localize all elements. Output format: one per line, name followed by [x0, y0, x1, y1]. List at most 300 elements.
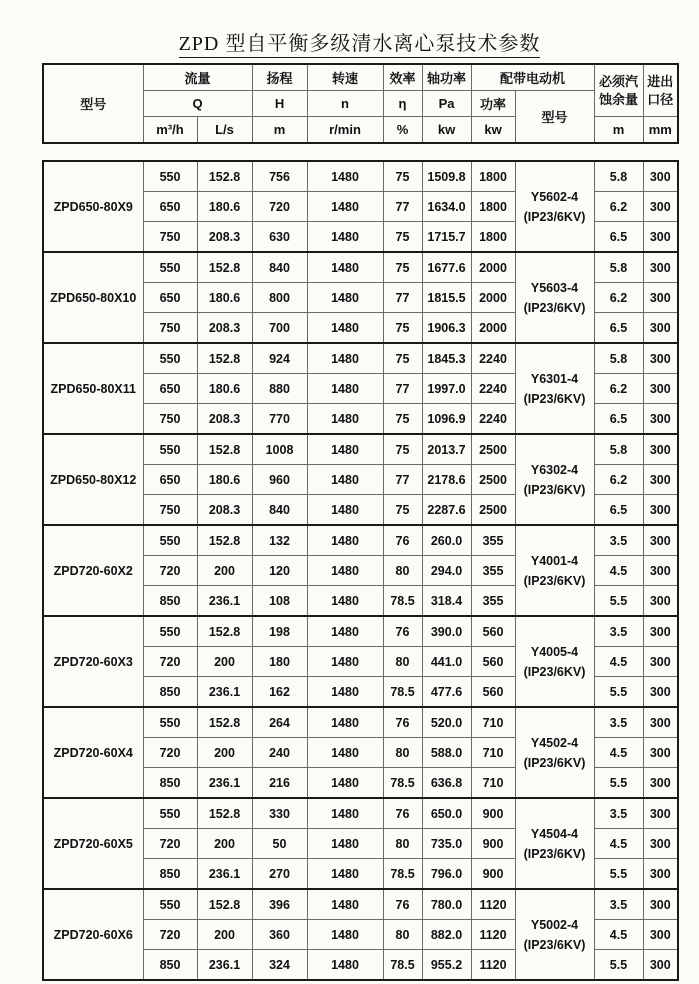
- cell-shaft-power: 260.0: [422, 525, 471, 556]
- cell-efficiency: 76: [383, 525, 422, 556]
- cell-flow-m3h: 850: [143, 950, 197, 981]
- cell-head: 880: [252, 374, 307, 404]
- cell-diameter: 300: [643, 374, 678, 404]
- cell-motor-power: 1800: [471, 192, 515, 222]
- cell-model: ZPD720-60X4: [43, 707, 143, 798]
- cell-shaft-power: 294.0: [422, 556, 471, 586]
- cell-diameter: 300: [643, 889, 678, 920]
- cell-efficiency: 75: [383, 252, 422, 283]
- model-group: [43, 434, 678, 525]
- cell-head: 330: [252, 798, 307, 829]
- cell-diameter: 300: [643, 192, 678, 222]
- cell-efficiency: 77: [383, 283, 422, 313]
- cell-efficiency: 80: [383, 738, 422, 768]
- table-row: [43, 343, 678, 374]
- table-row: [43, 798, 678, 829]
- cell-diameter: 300: [643, 252, 678, 283]
- cell-shaft-power: 1906.3: [422, 313, 471, 344]
- cell-npsh: 6.2: [594, 374, 643, 404]
- cell-flow-m3h: 650: [143, 374, 197, 404]
- motor-model-line: Y4005-4: [530, 644, 579, 659]
- cell-npsh: 5.5: [594, 950, 643, 981]
- motor-model-line: (IP23/6KV): [523, 937, 586, 952]
- cell-flow-m3h: 720: [143, 920, 197, 950]
- cell-head: 800: [252, 283, 307, 313]
- cell-diameter: 300: [643, 616, 678, 647]
- cell-flow-m3h: 750: [143, 495, 197, 526]
- cell-flow-ls: 208.3: [197, 495, 252, 526]
- cell-motor-model: [515, 343, 594, 434]
- cell-head: 1008: [252, 434, 307, 465]
- cell-npsh: 5.8: [594, 434, 643, 465]
- cell-flow-m3h: 750: [143, 222, 197, 253]
- cell-speed: 1480: [307, 161, 383, 192]
- cell-efficiency: 78.5: [383, 677, 422, 708]
- cell-motor-power: 1800: [471, 222, 515, 253]
- cell-npsh: 5.8: [594, 252, 643, 283]
- motor-model-line: Y5002-4: [530, 917, 579, 932]
- cell-efficiency: 77: [383, 465, 422, 495]
- cell-diameter: 300: [643, 738, 678, 768]
- cell-efficiency: 75: [383, 161, 422, 192]
- model-group: [43, 525, 678, 616]
- cell-motor-model: [515, 525, 594, 616]
- cell-diameter: 300: [643, 950, 678, 981]
- cell-npsh: 3.5: [594, 616, 643, 647]
- motor-model-line: (IP23/6KV): [523, 209, 586, 224]
- cell-model: ZPD650-80X12: [43, 434, 143, 525]
- cell-diameter: 300: [643, 161, 678, 192]
- cell-motor-power: 900: [471, 859, 515, 890]
- cell-npsh: 3.5: [594, 889, 643, 920]
- cell-head: 132: [252, 525, 307, 556]
- cell-npsh: 5.5: [594, 859, 643, 890]
- cell-diameter: 300: [643, 768, 678, 799]
- cell-flow-ls: 236.1: [197, 768, 252, 799]
- cell-motor-power: 1120: [471, 920, 515, 950]
- cell-npsh: 4.5: [594, 920, 643, 950]
- table-row: [43, 161, 678, 192]
- motor-model-line: Y6302-4: [530, 462, 579, 477]
- header-motor-power-unit: kw: [471, 117, 515, 144]
- cell-motor-power: 560: [471, 647, 515, 677]
- cell-flow-ls: 236.1: [197, 859, 252, 890]
- cell-speed: 1480: [307, 859, 383, 890]
- cell-flow-ls: 208.3: [197, 404, 252, 435]
- cell-flow-ls: 236.1: [197, 677, 252, 708]
- cell-flow-ls: 180.6: [197, 192, 252, 222]
- cell-motor-power: 2240: [471, 404, 515, 435]
- cell-shaft-power: 441.0: [422, 647, 471, 677]
- cell-motor-power: 900: [471, 829, 515, 859]
- cell-shaft-power: 520.0: [422, 707, 471, 738]
- motor-model-line: (IP23/6KV): [523, 391, 586, 406]
- cell-diameter: 300: [643, 859, 678, 890]
- cell-head: 50: [252, 829, 307, 859]
- motor-model-line: Y4502-4: [530, 735, 579, 750]
- cell-flow-ls: 152.8: [197, 798, 252, 829]
- cell-npsh: 6.5: [594, 404, 643, 435]
- cell-shaft-power: 650.0: [422, 798, 471, 829]
- cell-shaft-power: 2287.6: [422, 495, 471, 526]
- title-container: [42, 27, 677, 58]
- model-group: [43, 343, 678, 434]
- cell-flow-ls: 208.3: [197, 222, 252, 253]
- cell-flow-m3h: 550: [143, 252, 197, 283]
- cell-flow-ls: 180.6: [197, 283, 252, 313]
- cell-flow-m3h: 720: [143, 647, 197, 677]
- cell-head: 108: [252, 586, 307, 617]
- cell-flow-ls: 180.6: [197, 465, 252, 495]
- cell-diameter: 300: [643, 222, 678, 253]
- data-table: [42, 160, 679, 981]
- cell-head: 198: [252, 616, 307, 647]
- model-group: [43, 252, 678, 343]
- cell-model: ZPD650-80X9: [43, 161, 143, 252]
- header-motor-model: 型号: [515, 91, 594, 144]
- cell-speed: 1480: [307, 343, 383, 374]
- cell-shaft-power: 1096.9: [422, 404, 471, 435]
- cell-flow-m3h: 720: [143, 738, 197, 768]
- cell-flow-ls: 200: [197, 647, 252, 677]
- cell-head: 120: [252, 556, 307, 586]
- cell-npsh: 3.5: [594, 525, 643, 556]
- cell-flow-m3h: 550: [143, 616, 197, 647]
- cell-motor-model: [515, 707, 594, 798]
- cell-shaft-power: 1845.3: [422, 343, 471, 374]
- model-group: [43, 889, 678, 980]
- cell-npsh: 5.5: [594, 768, 643, 799]
- cell-npsh: 3.5: [594, 707, 643, 738]
- cell-motor-model: [515, 161, 594, 252]
- cell-flow-ls: 200: [197, 920, 252, 950]
- cell-speed: 1480: [307, 768, 383, 799]
- header-flow-unit-m3h: m³/h: [143, 117, 197, 144]
- page-title: ZPD 型自平衡多级清水离心泵技术参数: [179, 27, 541, 58]
- cell-flow-m3h: 650: [143, 465, 197, 495]
- cell-efficiency: 80: [383, 556, 422, 586]
- header-npsh-line2: 蚀余量: [599, 91, 639, 107]
- header-flow: 流量: [143, 64, 252, 91]
- cell-model: ZPD650-80X11: [43, 343, 143, 434]
- cell-motor-power: 2000: [471, 283, 515, 313]
- cell-head: 264: [252, 707, 307, 738]
- cell-flow-ls: 152.8: [197, 525, 252, 556]
- cell-flow-m3h: 850: [143, 768, 197, 799]
- table-row: [43, 525, 678, 556]
- cell-motor-model: [515, 889, 594, 980]
- cell-head: 360: [252, 920, 307, 950]
- cell-efficiency: 76: [383, 889, 422, 920]
- cell-npsh: 4.5: [594, 738, 643, 768]
- cell-efficiency: 75: [383, 404, 422, 435]
- cell-diameter: 300: [643, 556, 678, 586]
- cell-flow-m3h: 750: [143, 313, 197, 344]
- model-group: [43, 161, 678, 252]
- cell-efficiency: 75: [383, 434, 422, 465]
- header-flow-symbol: Q: [143, 91, 252, 117]
- cell-motor-power: 710: [471, 768, 515, 799]
- cell-flow-ls: 152.8: [197, 616, 252, 647]
- cell-efficiency: 76: [383, 707, 422, 738]
- cell-shaft-power: 796.0: [422, 859, 471, 890]
- cell-efficiency: 75: [383, 313, 422, 344]
- cell-efficiency: 77: [383, 374, 422, 404]
- cell-head: 720: [252, 192, 307, 222]
- cell-npsh: 6.5: [594, 222, 643, 253]
- cell-npsh: 5.5: [594, 586, 643, 617]
- header-model: 型号: [43, 64, 143, 143]
- cell-shaft-power: 1997.0: [422, 374, 471, 404]
- cell-speed: 1480: [307, 283, 383, 313]
- cell-model: ZPD720-60X6: [43, 889, 143, 980]
- header-efficiency-unit: %: [383, 117, 422, 144]
- motor-model-line: (IP23/6KV): [523, 664, 586, 679]
- cell-head: 396: [252, 889, 307, 920]
- cell-motor-power: 2000: [471, 252, 515, 283]
- header-table: [42, 63, 679, 144]
- cell-shaft-power: 955.2: [422, 950, 471, 981]
- cell-head: 756: [252, 161, 307, 192]
- cell-motor-model: [515, 798, 594, 889]
- cell-efficiency: 77: [383, 192, 422, 222]
- cell-npsh: 6.2: [594, 465, 643, 495]
- cell-flow-m3h: 550: [143, 434, 197, 465]
- table-row: [43, 434, 678, 465]
- cell-speed: 1480: [307, 252, 383, 283]
- cell-npsh: 6.2: [594, 283, 643, 313]
- cell-motor-power: 2240: [471, 374, 515, 404]
- cell-diameter: 300: [643, 707, 678, 738]
- model-group: [43, 616, 678, 707]
- cell-motor-power: 355: [471, 556, 515, 586]
- cell-motor-power: 1120: [471, 950, 515, 981]
- cell-speed: 1480: [307, 434, 383, 465]
- cell-head: 270: [252, 859, 307, 890]
- cell-efficiency: 78.5: [383, 859, 422, 890]
- cell-shaft-power: 735.0: [422, 829, 471, 859]
- header-head: 扬程: [252, 64, 307, 91]
- table-row: [43, 252, 678, 283]
- cell-speed: 1480: [307, 313, 383, 344]
- cell-speed: 1480: [307, 525, 383, 556]
- cell-npsh: 5.8: [594, 343, 643, 374]
- model-group: [43, 707, 678, 798]
- cell-speed: 1480: [307, 829, 383, 859]
- cell-shaft-power: 1634.0: [422, 192, 471, 222]
- cell-npsh: 6.5: [594, 495, 643, 526]
- cell-motor-power: 560: [471, 677, 515, 708]
- cell-shaft-power: 1715.7: [422, 222, 471, 253]
- cell-diameter: 300: [643, 434, 678, 465]
- header-efficiency-symbol: η: [383, 91, 422, 117]
- cell-speed: 1480: [307, 889, 383, 920]
- cell-motor-power: 560: [471, 616, 515, 647]
- cell-npsh: 5.8: [594, 161, 643, 192]
- cell-speed: 1480: [307, 950, 383, 981]
- header-npsh: [594, 64, 643, 117]
- header-diameter: [643, 64, 678, 117]
- cell-head: 180: [252, 647, 307, 677]
- cell-speed: 1480: [307, 465, 383, 495]
- cell-diameter: 300: [643, 586, 678, 617]
- header-efficiency: 效率: [383, 64, 422, 91]
- cell-speed: 1480: [307, 647, 383, 677]
- cell-npsh: 4.5: [594, 647, 643, 677]
- cell-npsh: 5.5: [594, 677, 643, 708]
- motor-model-line: Y5602-4: [530, 189, 579, 204]
- cell-flow-ls: 152.8: [197, 434, 252, 465]
- cell-shaft-power: 2178.6: [422, 465, 471, 495]
- cell-efficiency: 76: [383, 798, 422, 829]
- cell-shaft-power: 2013.7: [422, 434, 471, 465]
- cell-speed: 1480: [307, 556, 383, 586]
- cell-head: 240: [252, 738, 307, 768]
- cell-motor-power: 1800: [471, 161, 515, 192]
- cell-efficiency: 80: [383, 829, 422, 859]
- cell-efficiency: 75: [383, 495, 422, 526]
- cell-speed: 1480: [307, 616, 383, 647]
- cell-shaft-power: 780.0: [422, 889, 471, 920]
- cell-motor-power: 355: [471, 525, 515, 556]
- cell-speed: 1480: [307, 192, 383, 222]
- cell-model: ZPD650-80X10: [43, 252, 143, 343]
- motor-model-line: (IP23/6KV): [523, 755, 586, 770]
- cell-motor-model: [515, 434, 594, 525]
- cell-flow-ls: 180.6: [197, 374, 252, 404]
- cell-diameter: 300: [643, 343, 678, 374]
- cell-speed: 1480: [307, 404, 383, 435]
- cell-model: ZPD720-60X3: [43, 616, 143, 707]
- cell-flow-ls: 152.8: [197, 707, 252, 738]
- header-shaft-power: 轴功率: [422, 64, 471, 91]
- cell-shaft-power: 318.4: [422, 586, 471, 617]
- header-head-unit: m: [252, 117, 307, 144]
- cell-head: 630: [252, 222, 307, 253]
- header-motor: 配带电动机: [471, 64, 594, 91]
- cell-diameter: 300: [643, 920, 678, 950]
- header-motor-power: 功率: [471, 91, 515, 117]
- cell-motor-model: [515, 616, 594, 707]
- cell-flow-m3h: 550: [143, 798, 197, 829]
- cell-flow-m3h: 850: [143, 859, 197, 890]
- cell-shaft-power: 477.6: [422, 677, 471, 708]
- cell-flow-m3h: 850: [143, 677, 197, 708]
- cell-diameter: 300: [643, 465, 678, 495]
- header-row-1: [43, 64, 678, 91]
- header-diameter-line2: 口径: [647, 91, 674, 107]
- cell-speed: 1480: [307, 374, 383, 404]
- header-diameter-line1: 进出: [647, 73, 674, 89]
- cell-diameter: 300: [643, 495, 678, 526]
- cell-speed: 1480: [307, 222, 383, 253]
- cell-flow-m3h: 550: [143, 707, 197, 738]
- cell-diameter: 300: [643, 677, 678, 708]
- cell-flow-ls: 152.8: [197, 889, 252, 920]
- motor-model-line: Y4001-4: [530, 553, 579, 568]
- cell-flow-m3h: 550: [143, 889, 197, 920]
- cell-flow-ls: 236.1: [197, 950, 252, 981]
- cell-motor-power: 2000: [471, 313, 515, 344]
- table-row: [43, 616, 678, 647]
- cell-diameter: 300: [643, 647, 678, 677]
- cell-flow-m3h: 750: [143, 404, 197, 435]
- cell-flow-m3h: 550: [143, 161, 197, 192]
- cell-npsh: 6.5: [594, 313, 643, 344]
- header-shaft-power-unit: kw: [422, 117, 471, 144]
- motor-model-line: (IP23/6KV): [523, 573, 586, 588]
- header-npsh-line1: 必须汽: [599, 73, 639, 89]
- motor-model-line: (IP23/6KV): [523, 300, 586, 315]
- motor-model-line: (IP23/6KV): [523, 482, 586, 497]
- cell-flow-ls: 208.3: [197, 313, 252, 344]
- cell-speed: 1480: [307, 707, 383, 738]
- cell-speed: 1480: [307, 738, 383, 768]
- cell-efficiency: 80: [383, 920, 422, 950]
- cell-head: 960: [252, 465, 307, 495]
- cell-flow-ls: 152.8: [197, 161, 252, 192]
- cell-npsh: 3.5: [594, 798, 643, 829]
- cell-shaft-power: 1815.5: [422, 283, 471, 313]
- cell-npsh: 4.5: [594, 829, 643, 859]
- header-speed-unit: r/min: [307, 117, 383, 144]
- cell-diameter: 300: [643, 313, 678, 344]
- table-row: [43, 707, 678, 738]
- cell-model: ZPD720-60X5: [43, 798, 143, 889]
- cell-motor-power: 1120: [471, 889, 515, 920]
- cell-head: 924: [252, 343, 307, 374]
- header-diameter-unit: mm: [643, 117, 678, 144]
- cell-flow-ls: 152.8: [197, 343, 252, 374]
- cell-npsh: 4.5: [594, 556, 643, 586]
- table-row: [43, 889, 678, 920]
- cell-shaft-power: 588.0: [422, 738, 471, 768]
- cell-flow-ls: 200: [197, 556, 252, 586]
- cell-npsh: 6.2: [594, 192, 643, 222]
- cell-motor-power: 2500: [471, 495, 515, 526]
- cell-flow-m3h: 650: [143, 192, 197, 222]
- header-speed: 转速: [307, 64, 383, 91]
- cell-motor-power: 710: [471, 738, 515, 768]
- cell-efficiency: 75: [383, 222, 422, 253]
- cell-model: ZPD720-60X2: [43, 525, 143, 616]
- cell-flow-m3h: 550: [143, 525, 197, 556]
- motor-model-line: Y4504-4: [530, 826, 579, 841]
- cell-diameter: 300: [643, 525, 678, 556]
- cell-flow-m3h: 550: [143, 343, 197, 374]
- cell-efficiency: 80: [383, 647, 422, 677]
- cell-motor-power: 2500: [471, 465, 515, 495]
- motor-model-line: Y6301-4: [530, 371, 579, 386]
- cell-head: 324: [252, 950, 307, 981]
- cell-flow-ls: 152.8: [197, 252, 252, 283]
- cell-head: 162: [252, 677, 307, 708]
- cell-diameter: 300: [643, 404, 678, 435]
- header-head-symbol: H: [252, 91, 307, 117]
- cell-flow-ls: 200: [197, 738, 252, 768]
- cell-motor-power: 710: [471, 707, 515, 738]
- header-flow-unit-ls: L/s: [197, 117, 252, 144]
- cell-flow-ls: 236.1: [197, 586, 252, 617]
- header-shaft-power-symbol: Pa: [422, 91, 471, 117]
- motor-model-line: Y5603-4: [530, 280, 579, 295]
- cell-flow-m3h: 720: [143, 556, 197, 586]
- cell-flow-ls: 200: [197, 829, 252, 859]
- cell-efficiency: 76: [383, 616, 422, 647]
- model-group: [43, 798, 678, 889]
- cell-speed: 1480: [307, 798, 383, 829]
- cell-efficiency: 75: [383, 343, 422, 374]
